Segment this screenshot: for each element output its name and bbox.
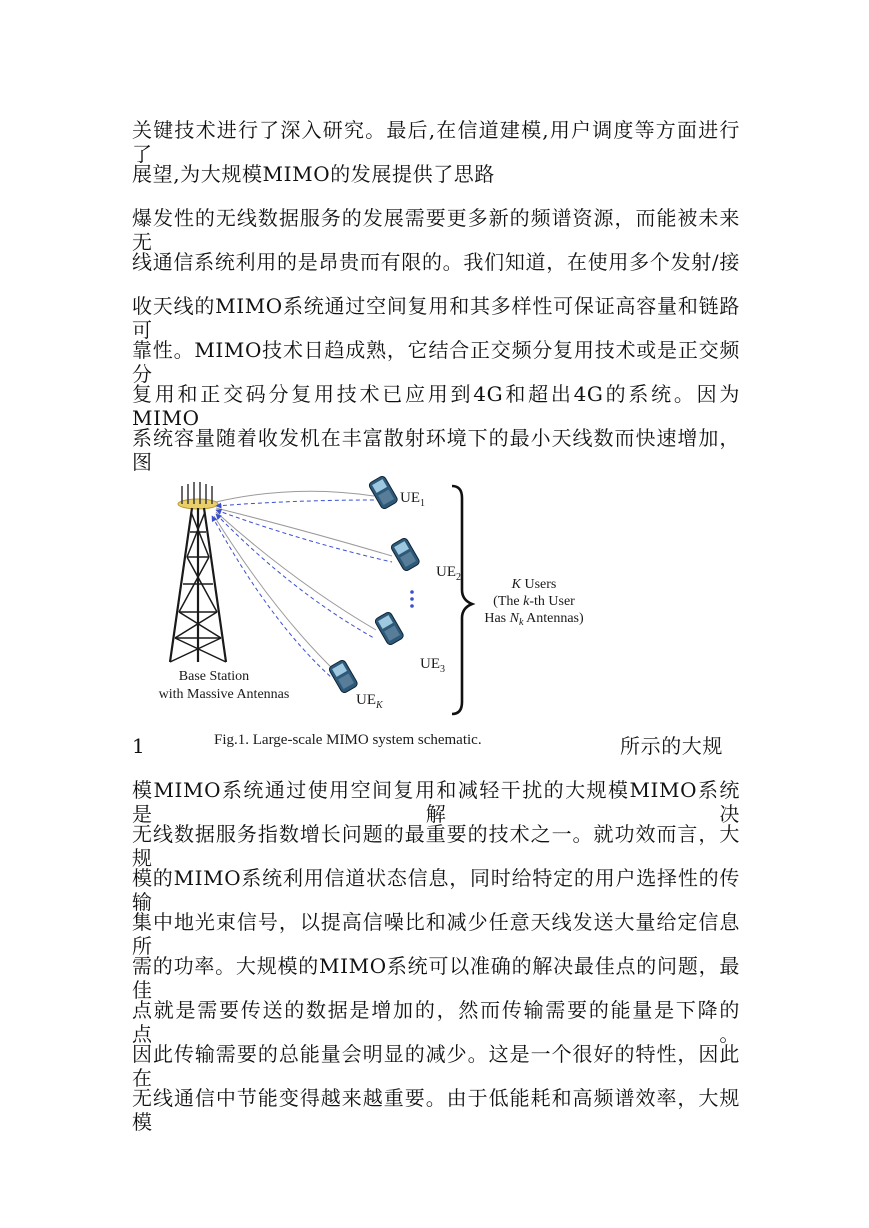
text-line: 所示的大规	[620, 734, 723, 758]
ue-label: $UE_1$	[400, 490, 425, 509]
text-line: 无线数据服务指数增长问题的最重要的技术之一。就功效而言，大规	[132, 822, 740, 870]
users-label: K Users	[511, 577, 557, 592]
signal-links	[212, 491, 392, 678]
phone-icon	[374, 611, 405, 646]
figure-number: 1	[132, 734, 145, 758]
base-station-tower-icon	[170, 482, 226, 662]
phone-icon	[368, 475, 399, 510]
ue-label: $UE_3$	[420, 656, 445, 675]
text-line: 模MIMO系统通过使用空间复用和减轻干扰的大规模MIMO系统是解决	[132, 778, 740, 826]
text-line: 模的MIMO系统利用信道状态信息，同时给特定的用户选择性的传输	[132, 866, 740, 914]
ellipsis-dots-icon	[410, 590, 414, 608]
users-label: Has $N_k$ Antennas)	[484, 611, 584, 628]
base-station-label: with Massive Antennas	[158, 687, 290, 702]
text-line: 因此传输需要的总能量会明显的减少。这是一个很好的特性，因此在	[132, 1042, 740, 1090]
text-line: 关键技术进行了深入研究。最后,在信道建模,用户调度等方面进行了	[132, 118, 740, 166]
text-line: 收天线的MIMO系统通过空间复用和其多样性可保证高容量和链路可	[132, 294, 740, 342]
mimo-schematic	[158, 472, 604, 720]
phone-icon	[390, 537, 421, 572]
text-line: 点就是需要传送的数据是增加的，然而传输需要的能量是下降的点。	[132, 998, 740, 1046]
text-line: 复用和正交码分复用技术已应用到4G和超出4G的系统。因为MIMO	[132, 382, 740, 430]
users-label: (The k-th User	[493, 594, 575, 609]
text-line: 线通信系统利用的是昂贵而有限的。我们知道，在使用多个发射/接	[132, 250, 740, 274]
figure-caption-row	[210, 726, 550, 750]
phone-icon	[328, 659, 359, 694]
text-line: 无线通信中节能变得越来越重要。由于低能耗和高频谱效率，大规模	[132, 1086, 740, 1134]
text-line: 需的功率。大规模的MIMO系统可以准确的解决最佳点的问题，最佳	[132, 954, 740, 1002]
brace-icon	[452, 486, 472, 714]
text-line: 靠性。MIMO技术日趋成熟，它结合正交频分复用技术或是正交频分	[132, 338, 740, 386]
ue-label: $UE_2$	[436, 564, 461, 583]
text-line: 展望,为大规模MIMO的发展提供了思路	[132, 162, 496, 186]
text-line: 爆发性的无线数据服务的发展需要更多新的频谱资源，而能被未来无	[132, 206, 740, 254]
text-line: 集中地光束信号，以提高信噪比和减少任意天线发送大量给定信息所	[132, 910, 740, 958]
mimo-figure	[158, 472, 604, 720]
base-station-label: Base Station	[178, 669, 250, 684]
ue-label: $UE_K$	[356, 692, 383, 711]
figure-caption-text: Fig.1. Large-scale MIMO system schematic.	[214, 732, 482, 748]
text-line: 系统容量随着收发机在丰富散射环境下的最小天线数而快速增加，图	[132, 426, 740, 474]
